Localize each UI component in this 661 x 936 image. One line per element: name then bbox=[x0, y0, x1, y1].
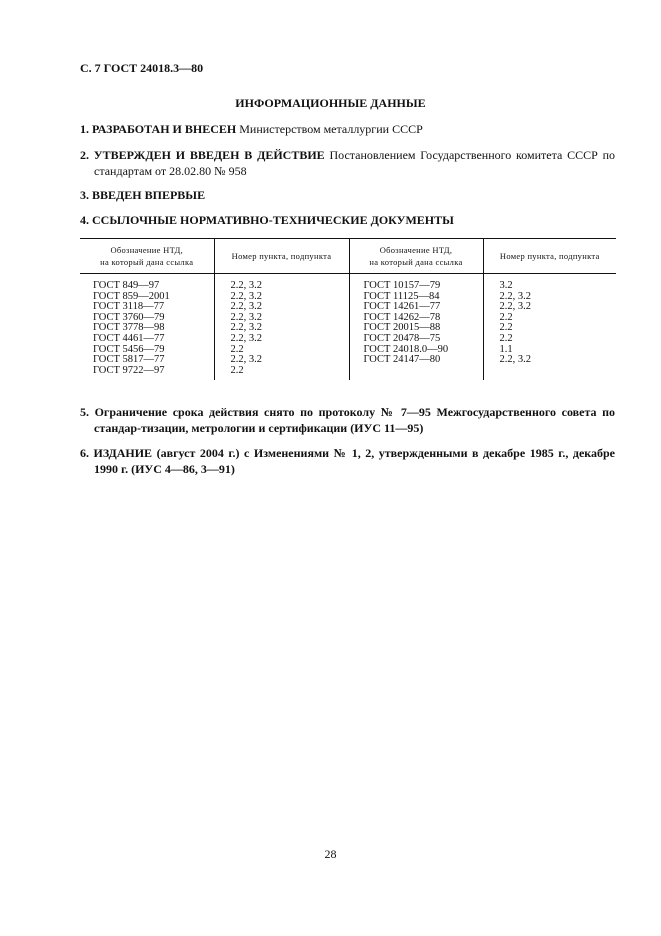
info-item-4 bbox=[80, 213, 615, 229]
doc-designation: ГОСТ 849—97 bbox=[93, 280, 160, 291]
table-body-row bbox=[80, 274, 616, 381]
doc-designation: ГОСТ 5456—79 bbox=[93, 343, 165, 355]
clause-number: 3.2 bbox=[499, 280, 513, 291]
page-number: 28 bbox=[324, 847, 337, 861]
item-heading: ВВЕДЕН ВПЕРВЫЕ bbox=[92, 188, 206, 202]
item-text: Постановлением Государственного комитета СССР по стандартам от 28.02.80 № 958 bbox=[94, 148, 616, 178]
doc-designation: ГОСТ 3118—77 bbox=[93, 301, 165, 313]
item-heading: ССЫЛОЧНЫЕ НОРМАТИВНО-ТЕХНИЧЕСКИЕ ДОКУМЕНТЫ bbox=[92, 213, 454, 227]
clause-number: 2.2, 3.2 bbox=[499, 301, 531, 313]
clause-number: 2.2, 3.2 bbox=[230, 311, 262, 323]
clause-number: 1.1 bbox=[499, 343, 513, 355]
doc-designation: ГОСТ 4461—77 bbox=[93, 332, 165, 344]
clause-number: 2.2, 3.2 bbox=[230, 301, 262, 313]
doc-designation: ГОСТ 24018.0—90 bbox=[363, 343, 449, 355]
doc-designation: ГОСТ 14262—78 bbox=[363, 311, 441, 323]
doc-designation: ГОСТ 24147—80 bbox=[363, 354, 441, 366]
info-item-3 bbox=[80, 188, 615, 204]
info-item-1 bbox=[80, 122, 615, 138]
header-doc-right: Обозначение НТД, на который дана ссылка bbox=[349, 239, 483, 274]
item-number: 6. bbox=[80, 446, 89, 460]
clause-number: 2.2 bbox=[499, 332, 513, 344]
item-number: 4. bbox=[80, 213, 89, 227]
item-heading: ИЗДАНИЕ bbox=[93, 446, 153, 460]
document-title: ИНФОРМАЦИОННЫЕ ДАННЫЕ bbox=[235, 96, 426, 110]
doc-designation: ГОСТ 859—2001 bbox=[93, 290, 170, 302]
item-heading: УТВЕРЖДЕН И ВВЕДЕН В ДЕЙСТВИЕ bbox=[93, 148, 325, 162]
header-clause-left: Номер пункта, подпункта bbox=[214, 239, 349, 274]
table-header-row bbox=[80, 239, 616, 274]
item-text: (август 2004 г.) с Изменениями № 1, 2, утвержденными в декабре 1985 г., декабре 1990 г. (ИУС 4—86, 3—91) bbox=[94, 446, 615, 476]
clause-number: 2.2, 3.2 bbox=[230, 322, 262, 334]
item-heading: РАЗРАБОТАН И ВНЕСЕН bbox=[92, 122, 237, 136]
doc-designation: ГОСТ 14261—77 bbox=[363, 301, 441, 313]
clause-number: 2.2 bbox=[499, 311, 513, 323]
item-text: Ограничение срока действия снято по протоколу № 7—95 Межгосударственного совета по стандар-тизации, метрологии и сертификации (ИУС 11—95) bbox=[94, 405, 615, 435]
clause-number: 2.2, 3.2 bbox=[499, 290, 531, 302]
doc-designation: ГОСТ 11125—84 bbox=[363, 290, 440, 302]
doc-designation: ГОСТ 3760—79 bbox=[93, 311, 165, 323]
doc-designation: ГОСТ 9722—97 bbox=[93, 364, 165, 376]
left-doc-column bbox=[80, 274, 214, 381]
item-number: 2. bbox=[80, 148, 89, 162]
info-item-2 bbox=[80, 148, 615, 179]
info-item-5 bbox=[80, 405, 615, 436]
clause-number: 2.2 bbox=[230, 364, 244, 376]
reference-documents-table bbox=[80, 238, 616, 380]
left-clause-column bbox=[214, 274, 349, 381]
page-header: С. 7 ГОСТ 24018.3—80 bbox=[80, 61, 204, 75]
item-number: 1. bbox=[80, 122, 89, 136]
clause-number: 2.2, 3.2 bbox=[499, 354, 531, 366]
doc-designation: ГОСТ 10157—79 bbox=[363, 280, 441, 291]
clause-number: 2.2, 3.2 bbox=[230, 332, 262, 344]
item-number: 3. bbox=[80, 188, 89, 202]
item-text: Министерством металлургии СССР bbox=[236, 122, 423, 136]
doc-designation: ГОСТ 3778—98 bbox=[93, 322, 165, 334]
right-clause-column bbox=[483, 274, 616, 381]
clause-number: 2.2 bbox=[499, 322, 513, 334]
doc-designation: ГОСТ 20015—88 bbox=[363, 322, 441, 334]
doc-designation: ГОСТ 20478—75 bbox=[363, 332, 441, 344]
clause-number: 2.2 bbox=[230, 343, 244, 355]
clause-number: 2.2, 3.2 bbox=[230, 354, 262, 366]
doc-designation: ГОСТ 5817—77 bbox=[93, 354, 165, 366]
info-item-6 bbox=[80, 446, 615, 477]
clause-number: 2.2, 3.2 bbox=[230, 280, 262, 291]
item-number: 5. bbox=[80, 405, 89, 419]
header-clause-right: Номер пункта, подпункта bbox=[483, 239, 616, 274]
right-doc-column bbox=[349, 274, 483, 381]
clause-number: 2.2, 3.2 bbox=[230, 290, 262, 302]
header-doc-left: Обозначение НТД, на который дана ссылка bbox=[80, 239, 214, 274]
